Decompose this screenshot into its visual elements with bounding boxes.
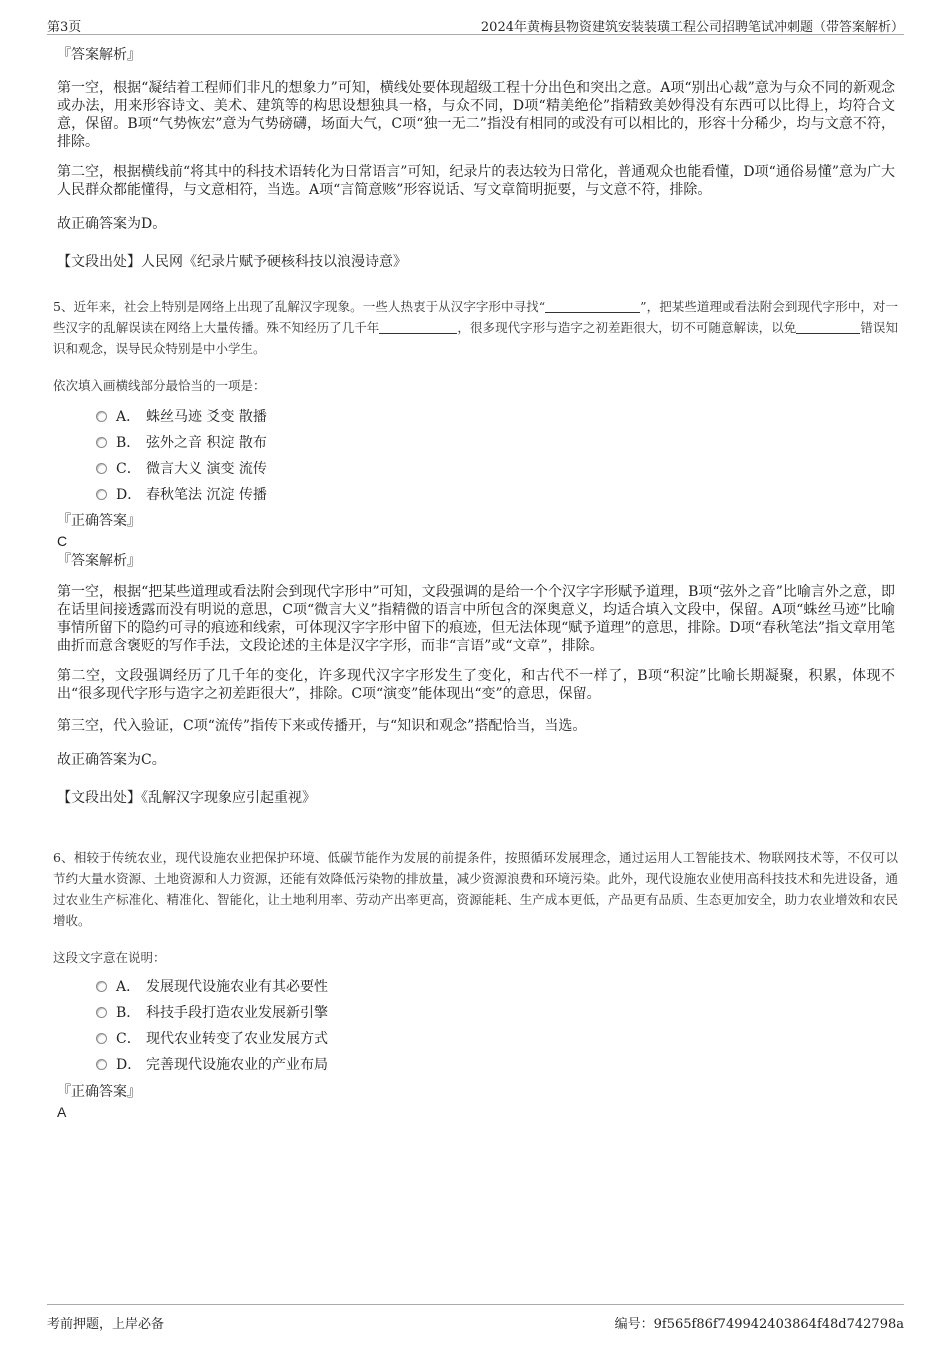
q5-options (96, 404, 267, 508)
q4-analysis (57, 46, 895, 271)
option-b[interactable]: B． 科技手段打造农业发展新引擎 (96, 1000, 328, 1026)
option-c[interactable]: C． 现代农业转变了农业发展方式 (96, 1026, 328, 1052)
correct-label: 『正确答案』 (57, 1084, 141, 1100)
question-6 (53, 847, 898, 968)
page-footer (47, 1304, 904, 1332)
document-id: 编号：9f565f86f749942403864f48d742798a (614, 1317, 904, 1332)
blank-2 (379, 319, 457, 334)
radio-icon[interactable] (96, 1033, 107, 1044)
radio-icon[interactable] (96, 981, 107, 992)
blank-3 (796, 319, 860, 334)
q5-answer (57, 512, 895, 807)
footer-slogan: 考前押题，上岸必备 (47, 1317, 165, 1332)
option-b[interactable]: B． 弦外之音 积淀 散布 (96, 430, 267, 456)
radio-icon[interactable] (96, 1007, 107, 1018)
analysis-label: 『答案解析』 (57, 47, 141, 63)
option-a[interactable]: A． 蛛丝马迹 爻变 散播 (96, 404, 267, 430)
analysis-para: 第二空，文段强调经历了几千年的变化，许多现代汉字字形发生了变化，和古代不一样了，B项“积淀”比喻长期凝聚，积累，体现不出“很多现代字形与造字之初差距很大”，排除。C项“演变”能体现出“变”的意思，保留。 (57, 668, 895, 702)
radio-icon[interactable] (96, 437, 107, 448)
correct-label: 『正确答案』 (57, 513, 141, 529)
correct-answer: A (57, 1104, 67, 1120)
option-a[interactable]: A． 发展现代设施农业有其必要性 (96, 974, 328, 1000)
source-note: 【文段出处】《乱解汉字现象应引起重视》 (57, 790, 316, 806)
radio-icon[interactable] (96, 411, 107, 422)
analysis-para: 第二空，根据横线前“将其中的科技术语转化为日常语言”可知，纪录片的表达较为日常化，普通观众也能看懂，D项“通俗易懂”意为广大人民群众都能懂得，与文意相符，当选。A项“言简意赅”形容说话、写文章简明扼要，与文意不符，排除。 (57, 164, 895, 198)
question-text: 5、近年来，社会上特别是网络上出现了乱解汉字现象。一些人热衷于从汉字字形中寻找“ ”，把某些道理或看法附会到现代字形中，对一些汉字的乱解误读在网络上大量传播。殊不知经历了几千年 ，很多现代字形与造字之初差距很大，切不可随意解读，以免 错误知识和观念，误导民众特别是中小学生。 (53, 299, 898, 356)
radio-icon[interactable] (96, 463, 107, 474)
q6-options (96, 974, 328, 1078)
correct-answer: C (57, 533, 68, 549)
blank-1 (545, 298, 640, 313)
radio-icon[interactable] (96, 1059, 107, 1070)
page-header (47, 14, 904, 35)
analysis-label: 『答案解析』 (57, 553, 141, 569)
analysis-para: 第一空，根据“凝结着工程师们非凡的想象力”可知，横线处要体现超级工程十分出色和突出之意。A项“别出心裁”意为与众不同的新观念或办法，用来形容诗文、美术、建筑等的构思设想独具一格，与众不同，D项“精美绝伦”指精致美妙得没有东西可以比得上，均符合文意，保留。B项“气势恢宏”意为气势磅礴，场面大气，C项“独一无二”指没有相同的或没有可以相比的，形容十分稀少，均与文意不符，排除。 (57, 80, 895, 150)
answer-conclusion: 故正确答案为D。 (57, 216, 167, 232)
analysis-para: 第三空，代入验证，C项“流传”指传下来或传播开，与“知识和观念”搭配恰当，当选。 (57, 718, 587, 734)
source-note: 【文段出处】人民网《纪录片赋予硬核科技以浪漫诗意》 (57, 254, 407, 270)
document-title: 2024年黄梅县物资建筑安装装璜工程公司招聘笔试冲刺题（带答案解析） (480, 20, 904, 35)
option-c[interactable]: C． 微言大义 演变 流传 (96, 456, 267, 482)
q6-answer (57, 1083, 895, 1122)
answer-conclusion: 故正确答案为C。 (57, 752, 166, 768)
analysis-para: 第一空，根据“把某些道理或看法附会到现代字形中”可知，文段强调的是给一个个汉字字形赋予道理，B项“弦外之音”比喻言外之意，即在话里间接透露而没有明说的意思，C项“微言大义”指精微的语言中所包含的深奥意义，均适合填入文段中，保留。A项“蛛丝马迹”比喻事情所留下的隐约可寻的痕迹和线索，可体现汉字字形中留下的痕迹，但无法体现“赋予道理”的意思，排除。D项“春秋笔法”指文章用笔曲折而意含褒贬的写作手法，文段论述的主体是汉字字形，而非“言语”或“文章”，排除。 (57, 584, 895, 654)
question-text: 6、相较于传统农业，现代设施农业把保护环境、低碳节能作为发展的前提条件，按照循环发展理念，通过运用人工智能技术、物联网技术等，不仅可以节约大量水资源、土地资源和人力资源，还能有效降低污染物的排放量，减少资源浪费和环境污染。此外，现代设施农业使用高科技技术和先进设备，通过农业生产标准化、精准化、智能化，让土地利用率、劳动产出率更高，资源能耗、生产成本更低，产品更有品质、生态更加安全，助力农业增效和农民增收。 (53, 850, 898, 928)
question-prompt: 依次填入画横线部分最恰当的一项是： (53, 378, 266, 393)
option-d[interactable]: D． 完善现代设施农业的产业布局 (96, 1052, 328, 1078)
page-number: 第3页 (47, 20, 82, 35)
option-d[interactable]: D． 春秋笔法 沉淀 传播 (96, 482, 267, 508)
radio-icon[interactable] (96, 489, 107, 500)
question-5 (53, 296, 898, 396)
question-prompt: 这段文字意在说明： (53, 950, 166, 965)
